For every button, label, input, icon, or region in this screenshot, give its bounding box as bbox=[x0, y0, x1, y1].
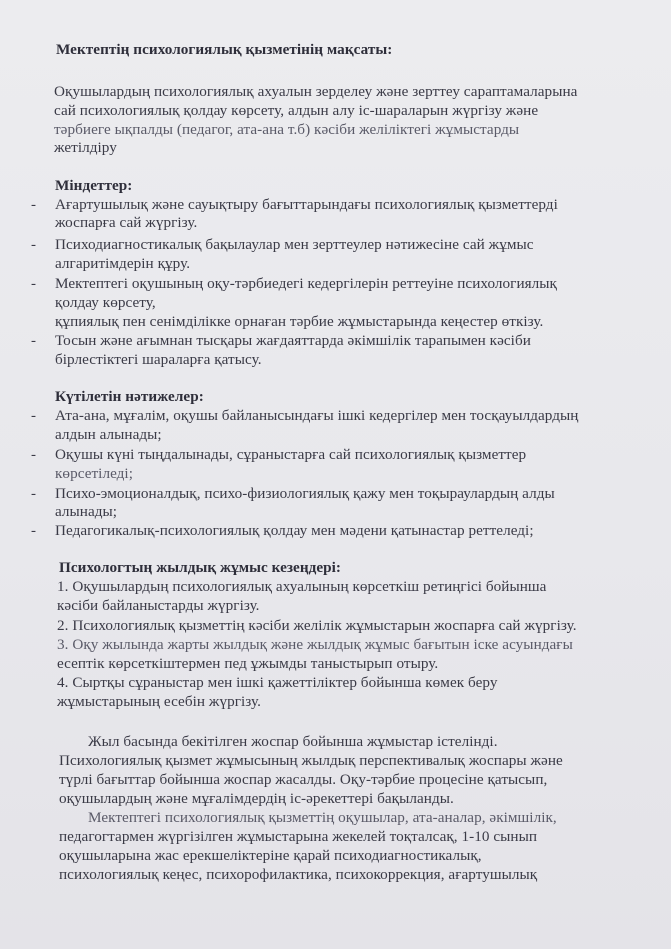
goal-line: жетілдіру bbox=[54, 139, 117, 156]
results-line: көрсетіледі; bbox=[55, 465, 133, 482]
goal-line: Оқушылардың психологиялық ахуалын зерделеу және зерттеу сараптамаларына bbox=[54, 83, 578, 100]
summary-line: Мектептегі психологиялық қызметтің оқушылар, ата-аналар, әкімшілік, bbox=[88, 809, 557, 826]
tasks-line: Мектептегі оқушының оқу-тәрбиедегі кедергілерін реттеуіне психологиялық bbox=[55, 275, 557, 292]
results-line: Педагогикалық-психологиялық қолдау мен мәдени қатынастар реттеледі; bbox=[55, 522, 534, 539]
bullet-dash: - bbox=[31, 523, 36, 539]
bullet-dash: - bbox=[31, 333, 36, 349]
stages-line: 1. Оқушылардың психологиялық ахуалының көрсеткіш ретиңгісі бойынша bbox=[57, 578, 547, 595]
tasks-line: алгаритімдерін құру. bbox=[55, 255, 191, 272]
bullet-dash: - bbox=[31, 237, 36, 253]
bullet-dash: - bbox=[31, 197, 36, 213]
summary-line: психологиялық кеңес, психорофилактика, психокоррекция, ағартушылық bbox=[59, 866, 538, 883]
bullet-dash: - bbox=[31, 408, 36, 424]
tasks-line: Психодиагностикалық бақылаулар мен зерттеулер нәтижесіне сай жұмыс bbox=[55, 236, 534, 253]
results-line: алынады; bbox=[55, 503, 118, 520]
stages-heading: Психологтың жылдық жұмыс кезеңдері: bbox=[59, 559, 342, 576]
summary-line: оқушылардың және мұғалімдердің іс-әрекеттері бақыланды. bbox=[59, 790, 454, 807]
bullet-dash: - bbox=[31, 486, 36, 502]
goal-line: тәрбиеге ықпалды (педагог, ата-ана т.б) кәсіби желіліктегі жұмыстарды bbox=[54, 121, 520, 138]
results-line: Оқушы күні тыңдалынады, сұраныстарға сай психологиялық қызметтер bbox=[55, 446, 527, 463]
tasks-line: Ағартушылық және сауықтыру бағыттарындағы психологиялық қызметтерді bbox=[55, 196, 558, 213]
bullet-dash: - bbox=[31, 276, 36, 292]
summary-line: оқушыларына жас ерекшеліктеріне қарай психодиагностикалық, bbox=[59, 847, 482, 864]
stages-line: 3. Оқу жылында жарты жылдық және жылдық жұмыс бағытын іске асуындағы bbox=[57, 636, 573, 653]
tasks-line: бірлестіктегі шараларға қатысу. bbox=[55, 351, 262, 368]
results-line: Психо-эмоционалдық, психо-физиологиялық қажу мен тоқыраулардың алды bbox=[55, 485, 555, 502]
tasks-line: қолдау көрсету, bbox=[55, 294, 156, 311]
stages-line: кәсіби байланыстарды жүргізу. bbox=[57, 597, 260, 614]
goal-line: сай психологиялық қолдау көрсету, алдын алу іс-шараларын жүргізу және bbox=[54, 102, 539, 119]
goal-heading: Мектептің психологиялық қызметінің мақсаты: bbox=[56, 41, 393, 58]
tasks-line: Тосын және ағымнан тысқары жағдаяттарда әкімшілік тарапымен кәсіби bbox=[55, 332, 531, 349]
bullet-dash: - bbox=[31, 447, 36, 463]
summary-line: түрлі бағыттар бойынша жоспар жасалды. Оқу-тәрбие процесіне қатысып, bbox=[59, 771, 548, 788]
stages-line: жұмыстарының есебін жүргізу. bbox=[57, 693, 261, 710]
results-line: Ата-ана, мұғалім, оқушы байланысындағы ішкі кедергілер мен тосқауылдардың bbox=[55, 407, 579, 424]
stages-line: 4. Сыртқы сұраныстар мен ішкі қажеттіліктер бойынша көмек беру bbox=[57, 674, 498, 691]
tasks-heading: Міндеттер: bbox=[55, 177, 133, 194]
summary-line: педагогтармен жүргізілген жұмыстарына жекелей тоқталсақ, 1-10 сынып bbox=[59, 828, 538, 845]
results-line: алдын алынады; bbox=[55, 426, 162, 443]
stages-line: есептік көрсеткіштермен пед ұжымды таныстырып отыру. bbox=[57, 655, 439, 672]
results-heading: Күтілетін нәтижелер: bbox=[55, 388, 204, 405]
summary-line: Жыл басында бекітілген жоспар бойынша жұмыстар істелінді. bbox=[88, 733, 498, 750]
stages-line: 2. Психологиялық қызметтің кәсіби желілік жұмыстарын жоспарға сай жүргізу. bbox=[57, 617, 577, 634]
summary-line: Психологиялық қызмет жұмысының жылдық перспективалық жоспары және bbox=[59, 752, 563, 769]
tasks-line: жоспарға сай жүргізу. bbox=[55, 214, 198, 231]
tasks-line: құпиялық пен сенімділікке орнаған тәрбие жұмыстарында кеңестер өткізу. bbox=[55, 313, 544, 330]
